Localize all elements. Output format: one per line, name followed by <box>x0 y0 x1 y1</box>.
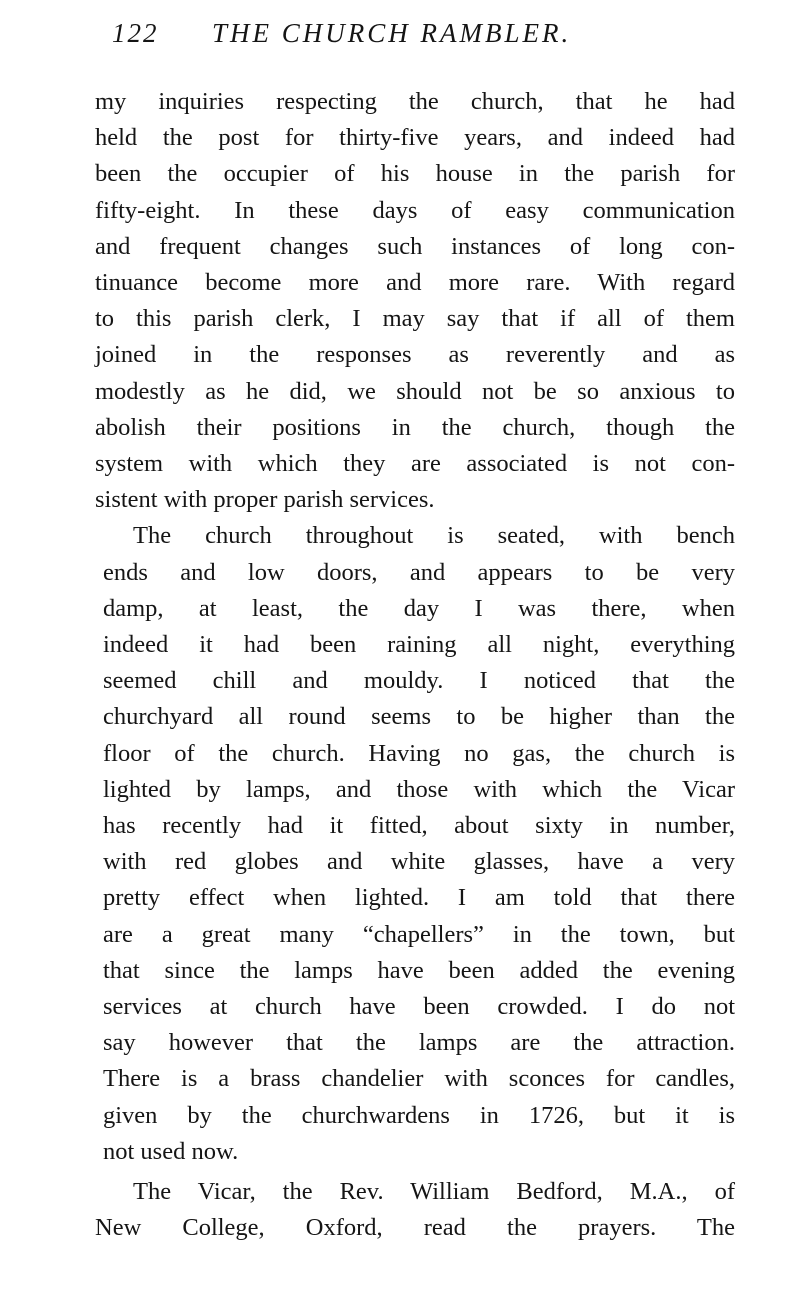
paragraph <box>95 518 735 1170</box>
text-line: been the occupier of his house in the parish for <box>95 160 735 188</box>
text-line: has recently had it fitted, about sixty in number, <box>103 812 735 840</box>
text-line: floor of the church. Having no gas, the church is <box>103 739 735 767</box>
text-line: ends and low doors, and appears to be very <box>103 558 735 586</box>
text-line: say however that the lamps are the attraction. <box>103 1029 735 1057</box>
text-line: my inquiries respecting the church, that he had <box>95 88 735 115</box>
text-line: sistent with proper parish services. <box>95 486 435 514</box>
running-head <box>112 18 632 52</box>
text-line: not used now. <box>103 1137 239 1165</box>
page-title: THE CHURCH RAMBLER. <box>212 18 572 48</box>
text-line: damp, at least, the day I was there, when <box>103 594 735 622</box>
text-line: tinuance become more and more rare. With regard <box>95 269 735 297</box>
text-line: given by the churchwardens in 1726, but it is <box>103 1101 735 1129</box>
text-line: joined in the responses as reverently and as <box>95 341 735 369</box>
body-text <box>95 84 735 1247</box>
text-line: seemed chill and mouldy. I noticed that the <box>103 667 735 695</box>
text-line: modestly as he did, we should not be so anxious to <box>95 377 735 405</box>
text-line: lighted by lamps, and those with which the Vicar <box>103 775 735 803</box>
text-line: services at church have been crowded. I do not <box>103 993 735 1021</box>
text-line: to this parish clerk, I may say that if all of them <box>95 305 735 333</box>
text-line: The Vicar, the Rev. William Bedford, M.A., of <box>133 1178 735 1206</box>
text-line: The church throughout is seated, with bench <box>133 522 735 550</box>
text-line: abolish their positions in the church, though the <box>95 413 735 441</box>
text-line: with red globes and white glasses, have a very <box>103 848 735 876</box>
text-line: system with which they are associated is not con- <box>95 450 735 478</box>
text-line: indeed it had been raining all night, everything <box>103 631 735 659</box>
text-line: that since the lamps have been added the evening <box>103 956 735 984</box>
text-line: held the post for thirty-five years, and indeed had <box>95 124 735 152</box>
text-line: New College, Oxford, read the prayers. The <box>95 1214 735 1242</box>
text-line: are a great many “chapellers” in the town, but <box>103 920 735 948</box>
paragraph <box>95 1174 735 1246</box>
text-line: There is a brass chandelier with sconces for candles, <box>103 1065 735 1093</box>
page-number: 122 <box>112 18 159 48</box>
paragraph <box>95 84 735 518</box>
text-line: churchyard all round seems to be higher than the <box>103 703 735 731</box>
text-line: and frequent changes such instances of long con- <box>95 232 735 260</box>
text-line: fifty-eight. In these days of easy communication <box>95 196 735 224</box>
text-line: pretty effect when lighted. I am told that there <box>103 884 735 912</box>
